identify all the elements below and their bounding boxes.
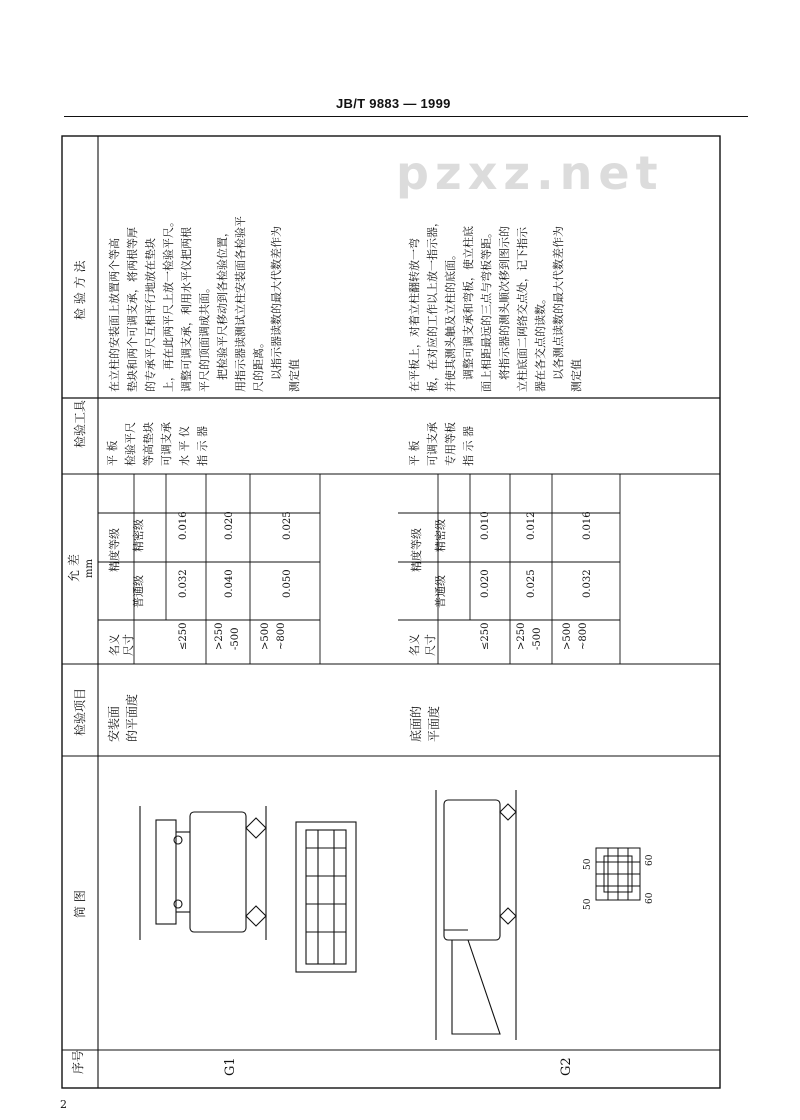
g2-nominal-1: 名义 (408, 634, 421, 656)
g1-tool-2: 检验平尺 (124, 422, 137, 466)
g2-side-view-drawing (436, 790, 516, 1040)
col-header-method: 检 验 方 法 (73, 260, 87, 320)
g1-size-5: ~800 (276, 622, 287, 650)
row-g2-item-2: 平面度 (427, 705, 441, 742)
col-header-item: 检验项目 (73, 687, 87, 736)
g1-size-3: -500 (230, 627, 241, 650)
col-header-seq: 序号 (71, 1049, 85, 1074)
g2-dim-3: 60 (645, 854, 655, 866)
row-g1-seq: G1 (223, 1057, 238, 1076)
g1-precise-1: 0.016 (178, 511, 189, 540)
g1-method-4: 上，再在此两平尺上放一检验平尺。 (162, 216, 175, 392)
g2-grade: 精度等级 (410, 528, 423, 572)
g2-common-1: 0.020 (480, 569, 491, 598)
g2-tool-2: 可调支承 (426, 422, 439, 466)
g1-common-3: 0.050 (282, 569, 293, 598)
row-g1-item-2: 的平面度 (125, 693, 139, 742)
g2-common: 普通级 (434, 575, 447, 608)
g2-dim-2: 50 (583, 898, 593, 910)
g1-method-6: 平尺的顶面调成共面。 (198, 282, 211, 392)
g1-tool-6: 指 示 器 (196, 426, 209, 466)
g2-tool-3: 专用等板 (444, 422, 457, 466)
g2-method-10: 测定值 (570, 359, 583, 392)
g1-method-8: 用指示器读测试立柱安装面各检验平 (234, 216, 247, 392)
g2-method-8: 器在各交点的读数。 (534, 293, 547, 392)
g2-method-6: 将指示器的测头顺次移到图示的 (498, 226, 511, 380)
g1-grade: 精度等级 (108, 528, 121, 572)
g2-common-3: 0.032 (582, 569, 593, 598)
g1-method-2: 垫块和两个可调支承，将两根等厚 (126, 227, 139, 392)
g2-precise-2: 0.012 (526, 511, 537, 540)
g1-precise: 精密级 (132, 519, 145, 552)
g2-tool-1: 平 板 (408, 440, 421, 466)
g2-tool-4: 指 示 器 (462, 426, 475, 466)
g1-tool-3: 等高垫块 (142, 422, 155, 466)
g1-side-view-drawing (140, 806, 266, 940)
g1-method-1: 在立柱的安装面上放置两个等高 (108, 238, 121, 392)
g1-nominal-2: 尺寸 (122, 634, 135, 656)
g1-method-5: 调整可调支承，利用水平仪把两根 (180, 227, 193, 392)
g2-method-9: 以各测点读数的最大代数差作为 (552, 226, 565, 380)
g2-method-5: 面上相距最远的三点与弯板等距。 (480, 227, 493, 392)
g2-precise: 精密级 (434, 519, 447, 552)
col-header-tools: 检验工具 (73, 399, 87, 448)
g1-tool-1: 平 板 (106, 440, 119, 466)
g2-method-1: 在平板上，对着立柱翻转放一弯 (408, 238, 421, 392)
g2-method-4: 调整可调支承和弯板，使立柱底 (462, 226, 475, 380)
row-g2-item-1: 底面的 (409, 705, 423, 742)
g2-precise-3: 0.016 (582, 511, 593, 540)
row-g2-seq: G2 (559, 1057, 574, 1076)
g1-size-4: >500 (260, 622, 271, 650)
g1-precise-2: 0.020 (224, 511, 235, 540)
g2-grid-drawing (596, 848, 640, 900)
g2-method-7: 立柱底面二网络交点处，记下指示 (516, 227, 529, 392)
g2-method-3: 并使其测头触及立柱的底面。 (444, 249, 457, 392)
g2-size-4: >500 (562, 622, 573, 650)
g1-size-2: >250 (214, 622, 225, 650)
table-frame (62, 136, 720, 1088)
g2-method-2: 板，在对应的工作以上放一指示器， (426, 216, 439, 392)
g2-dim-4: 60 (645, 892, 655, 904)
g1-method-9: 尺的距离。 (252, 337, 265, 392)
g1-method-3: 的专承平尺互相平行地放在垫块 (144, 238, 157, 392)
row-g1-item-1: 安装面 (107, 705, 121, 742)
g2-precise-1: 0.010 (480, 511, 491, 540)
g1-common-2: 0.040 (224, 569, 235, 598)
col-header-tolerance-unit: mm (84, 559, 95, 578)
standard-number: JB/T 9883 — 1999 (336, 96, 451, 111)
g1-method-11: 测定值 (288, 359, 301, 392)
col-header-diagram: 简 图 (73, 890, 87, 918)
g1-method-7: 把检验平尺移动到各检验位置， (216, 226, 229, 380)
g2-size-2: >250 (516, 622, 527, 650)
g2-dim-1: 50 (583, 858, 593, 870)
g1-common: 普通级 (132, 575, 145, 608)
g1-nominal-1: 名义 (108, 634, 121, 656)
g1-size-1: ≤250 (178, 622, 189, 650)
g2-size-3: -500 (532, 627, 543, 650)
g1-tool-5: 水 平 仪 (178, 426, 191, 466)
g1-common-1: 0.032 (178, 569, 189, 598)
g1-tool-4: 可调支承 (160, 422, 173, 466)
g1-method-10: 以指示器读数的最大代数差作为 (270, 226, 283, 380)
g2-size-5: ~800 (578, 622, 589, 650)
g2-size-1: ≤250 (480, 622, 491, 650)
page-number: 2 (60, 1098, 67, 1111)
g2-common-2: 0.025 (526, 569, 537, 598)
g2-nominal-2: 尺寸 (424, 634, 437, 656)
col-header-tolerance: 允 差 (67, 554, 81, 582)
watermark: pzxz.net (396, 146, 664, 200)
g1-plan-view-drawing (296, 822, 356, 972)
g1-precise-3: 0.025 (282, 511, 293, 540)
